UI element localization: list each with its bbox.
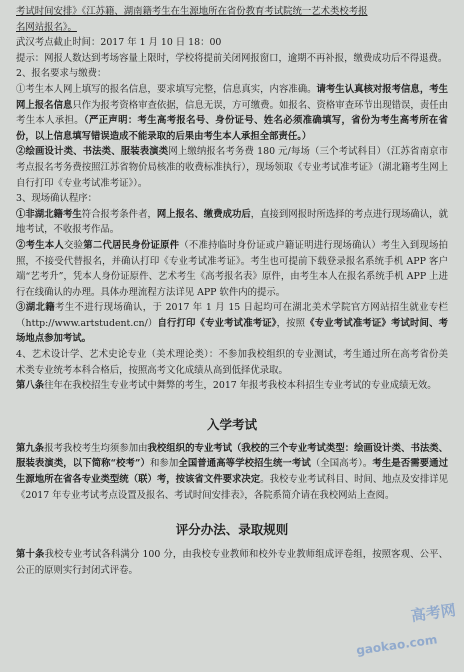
bold-run: ①非湖北籍考生	[16, 208, 82, 220]
bold-run: ②绘画设计类、书法类、服装表演类	[16, 146, 169, 158]
bold-run: 请考生认真核对报考信息，考生网上报名信息	[16, 83, 448, 111]
bold-run: ②考生本人	[16, 239, 65, 251]
text-run: 网上缴纳报名考务费 180 元/每场（三个考试科目）（江苏省南京市考点报名考务费按照江苏省物价局核准的收费标准执行），现场领取《专业考试准考证》（湖北籍考生网上自行打印《专业考试准考证》）。	[16, 146, 448, 189]
text-run: 和参加	[149, 458, 179, 470]
theory-major-paragraph: 4、艺术设计学、艺术史论专业（美术理论类）：不参加我校组织的专业测试，考生通过所在高考省份美术类专业统考本科合格后，按照高考文化成绩从高到低择优录取。	[16, 349, 448, 376]
text-run: 考生不进行现场确认，于 2017 年 1 月 15 日起均可在湖北美术学院官方网站招生就业专栏（http://www.artstudent.cn/）	[16, 302, 448, 329]
bold-run: 《专业考试准考证》考试时间、考场地点参加考试。	[16, 317, 448, 345]
text-run: ，按照	[276, 317, 306, 329]
article-label: 第十条	[16, 549, 45, 561]
bold-run: 考生是否需要通过生源地所在省各专业类型统（联）考，按该省文件要求决定	[16, 458, 448, 486]
section-heading-confirmation: 3、现场确认程序：	[16, 193, 97, 205]
text-run: 往年在我校招生专业考试中舞弊的考生，2017 年报考我校本科招生专业考试的专业成绩无效。	[44, 380, 437, 392]
text-run: 只作为报考资格审查依据，信息无误，方可缴费。如报名、资格审查环节出现错误，责任由考生本人承担。	[16, 99, 448, 127]
text-run: ，直接到网报时所选择的考点进行现场确认，就地考试，不收报考作品。	[16, 208, 448, 236]
confirmation-paragraph-1	[16, 207, 448, 238]
text-run: （不准持临时身份证或户籍证明进行现场确认）	[179, 239, 381, 251]
text-run: 报考我校考生均须参加由	[44, 442, 148, 454]
text-run: 。我校专业考试科目、时间、地点及安排详见《2017 年专业考试考点设置及报名、考试时间安排表》，各院系简介请在我校网站上查阅。	[16, 474, 448, 501]
bold-run: （严正声明：考生高考报名号、身份证号、姓名必须准确填写，省份为考生高考所在省份，以上信息填写错误造成不能录取的后果由考生本人承担全部责任。）	[16, 115, 448, 142]
article-10	[16, 547, 448, 578]
article-8	[16, 378, 448, 394]
schedule-link-text: 考试时间安排》《江苏籍、湖南籍考生在生源地所在省份教育考试院统一艺术类校考报	[16, 6, 368, 17]
article-label: 第八条	[16, 380, 45, 392]
text-run: 考生入到现场拍照，不接受代替报名，并确认打印《专业考试准考证》。考生也可提前下载登录报名系统手机 APP 客户端“艺考升”，凭本人身份证原件、艺术考生《高考报名表》原件，由考生本人在报名系统手机 APP 上进行在线确认的办理。具体办理流程方法详见 APP 软件内的提示。	[16, 239, 448, 298]
text-run: 交验	[64, 239, 84, 251]
watermark-logo: 高考网	[409, 601, 457, 626]
notice-paragraph: 提示：网报人数达到考场容量上限时，学校将提前关闭网报窗口，逾期不再补报，缴费成功后不得退费。	[16, 52, 448, 64]
requirements-paragraph-1	[16, 82, 448, 144]
section-title-grading: 评分办法、录取规则	[175, 522, 289, 538]
section-heading-requirements: 2、报名要求与缴费：	[16, 68, 107, 80]
bold-run: 网上报名、缴费成功后	[156, 208, 251, 220]
schedule-link-text-cont: 名网站报名》。	[16, 21, 77, 33]
bold-run: 全国普通高等学校招生统一考试	[178, 458, 311, 470]
section-title-entry-exam: 入学考试	[206, 416, 257, 432]
intro-paragraph	[16, 4, 448, 35]
text-run: 符合报考条件者，	[81, 208, 157, 220]
confirmation-paragraph-2	[16, 238, 448, 300]
article-9	[16, 441, 448, 503]
watermark-url: gaokao.com	[355, 632, 439, 659]
deadline-line: 武汉考点截止时间：2017 年 1 月 10 日 18：00	[16, 37, 222, 49]
bold-run: 我校组织的专业考试（我校的三个专业考试类型：绘画设计类、书法类、服装表演类，以下简称“校考”）	[16, 442, 448, 470]
bold-run: 自行打印《专业考试准考证》	[157, 317, 277, 329]
text-run: （全国高考）。	[310, 458, 373, 470]
bold-run: ③湖北籍	[16, 302, 55, 314]
text-run: ①考生本人网上填写的报名信息，要求填写完整，信息真实，内容准确。	[16, 83, 317, 95]
confirmation-paragraph-3	[16, 300, 448, 347]
requirements-paragraph-2	[16, 144, 448, 191]
bold-run: 第二代居民身份证原件	[83, 239, 180, 251]
article-label: 第九条	[16, 442, 45, 454]
text-run: 我校专业考试各科满分 100 分，由我校专业教师和校外专业教师组成评卷组，按照客观、公平、公正的原则实行封闭式评卷。	[16, 549, 448, 576]
